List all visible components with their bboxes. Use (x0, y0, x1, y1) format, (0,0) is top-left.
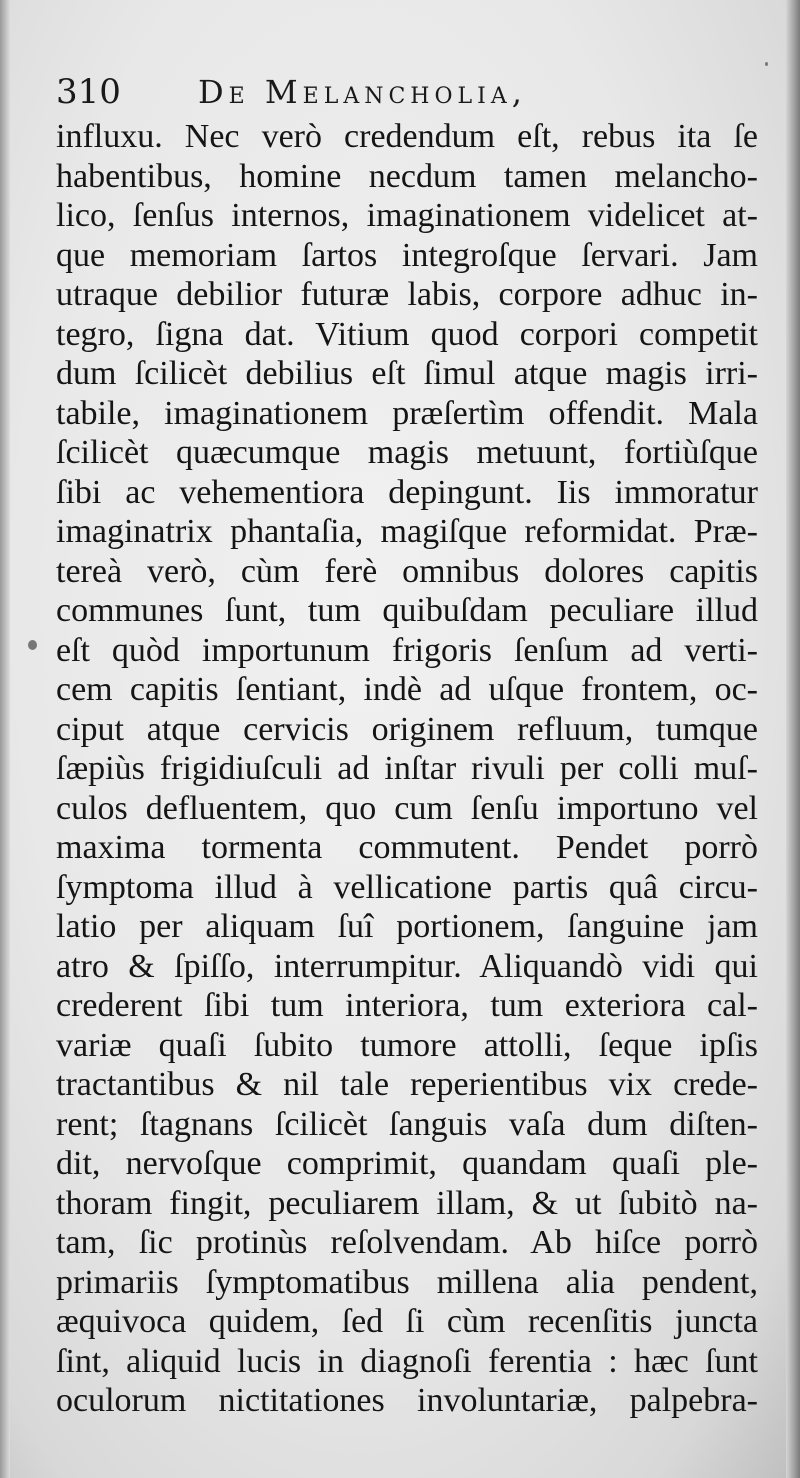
text-line: tabile, imaginationem præſertìm offendit. Mala (56, 394, 758, 432)
body-text (56, 117, 758, 1421)
text-line: oculorum nictitationes involuntariæ, palpebra- (56, 1382, 758, 1419)
ink-speck (765, 62, 768, 66)
page-header (56, 70, 756, 114)
text-line: rent; ſtagnans ſcilicèt ſanguis vaſa dum diſten- (56, 1105, 758, 1143)
text-line: eſt quòd importunum frigoris ſenſum ad verti- (56, 631, 758, 669)
text-line: dit, nervoſque comprimit, quandam quaſi ple- (56, 1145, 758, 1182)
text-line: influxu. Nec verò credendum eſt, rebus ita ſe (56, 118, 758, 155)
text-line: maxima tormenta commutent. Pendet porrò (56, 829, 758, 866)
text-line: latio per aliquam ſuî portionem, ſanguine jam (56, 908, 758, 945)
text-line: tractantibus & nil tale reperientibus vix crede- (56, 1066, 758, 1103)
text-line: crederent ſibi tum interiora, tum exteriora cal- (56, 987, 758, 1024)
text-line: communes ſunt, tum quibuſdam peculiare illud (56, 592, 758, 629)
page-gutter-shadow (0, 0, 10, 1478)
text-line: lico, ſenſus internos, imaginationem videlicet at- (56, 197, 758, 234)
text-line: atro & ſpiſſo, interrumpitur. Aliquandò vidi qui (56, 947, 758, 985)
running-title: De Melancholia, (198, 73, 527, 111)
text-line: ſymptoma illud à vellicatione partis quâ circu- (56, 868, 758, 906)
text-line: ſcilicèt quæcumque magis metuunt, fortiùſque (56, 434, 758, 471)
text-line: ſibi ac vehementiora depingunt. Iis immoratur (56, 473, 758, 511)
text-line: culos defluentem, quo cum ſenſu importuno vel (56, 789, 758, 827)
page-edge-shadow (786, 0, 800, 1478)
text-line: tegro, ſigna dat. Vitium quod corpori competit (56, 315, 758, 353)
text-line: tam, ſic protinùs reſolvendam. Ab hiſce porrò (56, 1224, 758, 1261)
text-line: cem capitis ſentiant, indè ad uſque frontem, oc- (56, 671, 758, 708)
text-line: ciput atque cervicis originem refluum, tumque (56, 710, 758, 748)
text-line: ſæpiùs frigidiuſculi ad inſtar rivuli per colli muſ- (56, 750, 758, 787)
page-number: 310 (56, 72, 121, 112)
text-line: habentibus, homine necdum tamen melancho- (56, 157, 758, 195)
text-line: variæ quaſi ſubito tumore attolli, ſeque ipſis (56, 1026, 758, 1064)
text-line: que memoriam ſartos integroſque ſervari. Jam (56, 236, 758, 274)
text-line: tereà verò, cùm ferè omnibus dolores capitis (56, 552, 758, 590)
text-line: æquivoca quidem, ſed ſi cùm recenſitis juncta (56, 1303, 758, 1340)
text-line: ſint, aliquid lucis in diagnoſi ferentia : hæc ſunt (56, 1342, 758, 1380)
text-line: utraque debilior futuræ labis, corpore adhuc in- (56, 276, 758, 313)
text-line: dum ſcilicèt debilius eſt ſimul atque magis irri- (56, 355, 758, 392)
text-line: imaginatrix phantaſia, magiſque reformidat. Præ- (56, 513, 758, 550)
ink-speck (28, 640, 37, 650)
text-line: thoram fingit, peculiarem illam, & ut ſubitò na- (56, 1184, 758, 1222)
text-line: primariis ſymptomatibus millena alia pendent, (56, 1263, 758, 1301)
